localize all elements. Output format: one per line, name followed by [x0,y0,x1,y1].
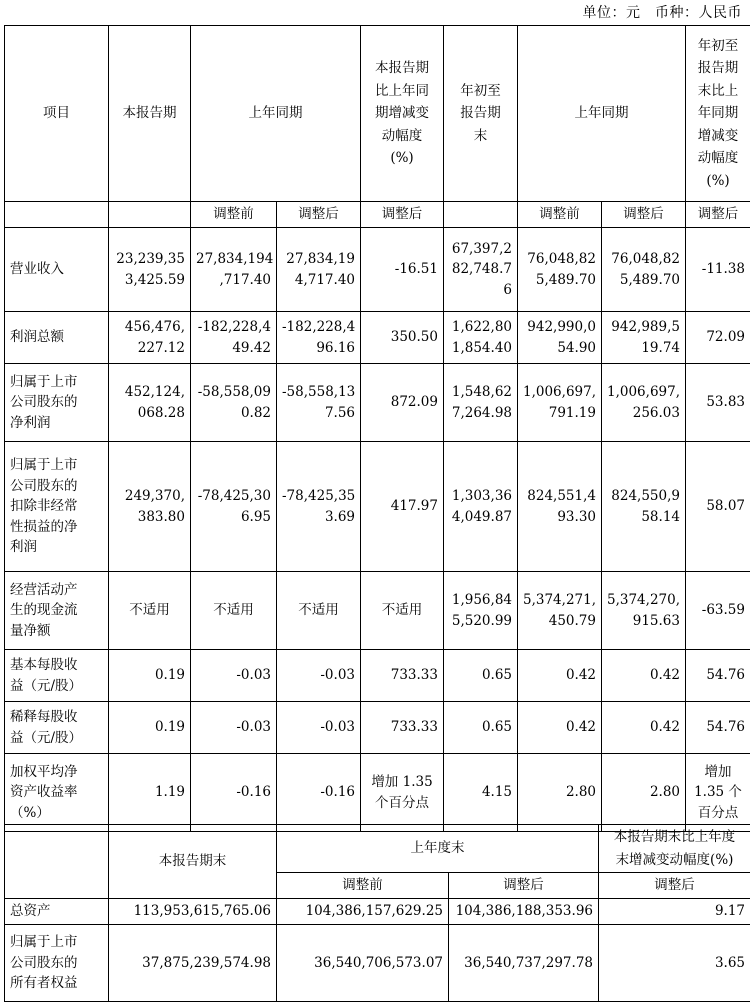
cell-text-line: 0.19 [154,667,185,684]
cell-text-line: 性损益的净 [10,518,78,535]
table-row [5,702,750,754]
cell-text-line: 54.76 [706,719,745,736]
cell-text-line: 1,854.40 [451,339,512,356]
header-after-adjustment: 调整后 [686,202,750,228]
table-row [5,364,750,442]
cell-change-ytd [686,442,750,572]
cell-text-line: 总资产 [10,903,51,920]
cell-text-line: 年初至 [460,82,501,99]
cell-text-line: 2.80 [649,784,680,801]
cell-change-current [361,650,444,702]
cell-change-current [361,702,444,754]
cell-text-line: -58,558,09 [197,384,271,400]
cell-text-line: 7,264.98 [451,404,512,421]
cell-text-line: 不适用 [129,602,170,619]
cell-change-ytd [686,754,750,832]
cell-text-line: 1.35 个 [694,784,742,801]
cell-text-line: 动幅度 [381,127,423,144]
cell-prior-year-before-adjustment: 36,540,706,573.07 [277,925,449,1002]
cell-text-line: 年初至 [697,37,739,54]
cell-text-line: 5,374,270, [607,592,680,608]
cell-text-line: 27,834,194 [196,251,274,267]
cell-text-line: 稀释每股收 [10,709,78,725]
cell-text-line: 不适用 [213,602,254,619]
table-row [5,754,750,832]
cell-text-line: 0.82 [240,404,271,421]
cell-text-line: 452,124, [124,384,185,400]
cell-text-line: 利润总额 [10,329,64,346]
cell-prior-ytd-after-adjustment [602,442,686,572]
cell-text-line: 5,489.70 [619,271,680,288]
table-row [5,899,750,925]
cell-text-line: 年同期 [697,105,739,122]
cell-ytd [444,228,518,312]
cell-text-line: 所有者权益 [10,975,78,992]
cell-text-line: 0.42 [649,719,680,736]
cell-text-line: 54.76 [706,667,745,684]
cell-text-line: 不适用 [381,602,423,619]
cell-change-current [361,228,444,312]
cell-text-line: -0.03 [236,667,271,684]
cell-text-line: 53.83 [706,394,745,411]
cell-text-line: 249,370, [124,488,185,504]
cell-change-ytd [686,228,750,312]
cell-ytd [444,702,518,754]
cell-prior-year-before-adjustment: 104,386,157,629.25 [277,899,449,925]
cell-text-line: 期增减变 [375,105,429,122]
cell-text-line: （%） [10,804,50,821]
cell-text-line: 公司股东的 [10,954,78,971]
header-before-adjustment: 调整前 [518,202,602,228]
cell-text-line: -58,558,13 [282,384,356,400]
cell-change-ytd [686,312,750,364]
cell-text-line: 2.80 [565,784,596,801]
cell-text-line: 383.80 [137,508,185,525]
cell-text-line: -0.03 [236,719,271,736]
cell-text-line: 942,989,5 [611,319,680,335]
cell-text-line: 456,476, [124,319,185,335]
cell-text-line: 净利润 [10,414,51,431]
cell-text-line: 19.74 [641,339,680,356]
cell-current-period [109,312,191,364]
cell-text-line: 扣除非经常 [10,498,78,515]
header-after-adjustment: 调整后 [361,202,444,228]
cell-text-line: 归属于上市 [10,934,78,951]
cell-text-line: 不适用 [298,602,339,619]
cell-ytd [444,312,518,364]
cell-prior-ytd-after-adjustment [602,754,686,832]
cell-prior-after-adjustment [277,312,361,364]
cell-text-line: 1,006,697, [523,384,596,400]
header-before-adjustment: 调整前 [277,873,449,899]
cell-text-line: 1.19 [154,784,185,801]
cell-prior-ytd-after-adjustment [602,572,686,650]
header-spacer [109,202,191,228]
table-row [5,312,750,364]
unit-currency-line: 单位：元 币种：人民币 [582,5,742,21]
cell-text-line: 733.33 [390,667,438,684]
cell-prior-ytd-before-adjustment [518,754,602,832]
header-prior-ytd: 上年同期 [518,26,686,202]
header-spacer [5,825,109,899]
cell-prior-after-adjustment [277,702,361,754]
header-item: 项目 [5,26,109,202]
cell-prior-before-adjustment [191,228,277,312]
cell-prior-ytd-after-adjustment [602,650,686,702]
cell-prior-before-adjustment [191,442,277,572]
cell-period-end: 113,953,615,765.06 [109,899,277,925]
header-change-ytd [686,26,750,202]
table-row [5,572,750,650]
cell-prior-after-adjustment [277,228,361,312]
cell-text-line: 227.12 [137,339,185,356]
cell-ytd [444,572,518,650]
row-label [5,925,109,1002]
cell-change-ytd [686,364,750,442]
cell-text-line: 0.42 [565,719,596,736]
cell-text-line: -0.16 [320,784,355,801]
cell-current-period [109,702,191,754]
cell-text-line: 4.15 [481,784,512,801]
header-after-adjustment: 调整后 [602,202,686,228]
header-after-adjustment: 调整后 [277,202,361,228]
cell-text-line: 末 [473,127,488,144]
cell-text-line: 82,748.7 [451,261,512,278]
cell-text-line: 942,990,0 [527,319,596,335]
row-label [5,442,109,572]
cell-prior-after-adjustment [277,364,361,442]
cell-text-line: 公司股东的 [10,394,78,411]
cell-text-line: 益（元/股） [10,729,83,746]
cell-text-line: 生的现金流 [10,602,78,619]
cell-text-line: 经营活动产 [10,581,78,598]
cell-text-line: -0.03 [320,667,355,684]
cell-text-line: 67,397,2 [451,240,512,257]
cell-prior-ytd-after-adjustment [602,228,686,312]
cell-prior-ytd-before-adjustment [518,572,602,650]
cell-ytd [444,754,518,832]
cell-change-current [361,754,444,832]
cell-change-current [361,442,444,572]
cell-text-line: 增加 [704,763,732,780]
row-label [5,702,109,754]
cell-text-line: 915.63 [632,612,680,629]
cell-prior-before-adjustment [191,754,277,832]
cell-prior-before-adjustment [191,572,277,650]
cell-prior-before-adjustment [191,312,277,364]
cell-text-line: 末增减变动幅度(%) [615,851,734,868]
cell-current-period [109,228,191,312]
cell-text-line: 72.09 [706,329,745,346]
financial-data-table [4,25,750,832]
cell-text-line: 加权平均净 [10,763,78,780]
cell-text-line: 0.65 [481,667,512,684]
cell-text-line: 0.42 [649,667,680,684]
cell-prior-ytd-before-adjustment [518,702,602,754]
cell-text-line: 350.50 [390,329,438,346]
cell-current-period [109,364,191,442]
cell-text-line: 068.28 [137,404,185,421]
cell-prior-ytd-before-adjustment [518,228,602,312]
cell-ytd [444,650,518,702]
cell-text-line: 个百分点 [375,794,429,811]
cell-ytd [444,442,518,572]
cell-text-line: 4,049.87 [451,508,512,525]
cell-text-line: 资产收益率 [10,784,78,801]
header-spacer [444,202,518,228]
cell-prior-ytd-after-adjustment [602,312,686,364]
header-spacer [5,202,109,228]
header-change-year-end [599,825,750,873]
cell-current-period [109,754,191,832]
cell-change-current [361,312,444,364]
cell-prior-ytd-before-adjustment [518,442,602,572]
row-label [5,364,109,442]
cell-text-line: 6 [503,281,512,298]
cell-prior-ytd-before-adjustment [518,650,602,702]
cell-text-line: 733.33 [390,719,438,736]
cell-text-line: 本报告期末比上年度 [613,829,736,845]
cell-text-line: 7.56 [324,404,355,421]
cell-text-line: 0.65 [481,719,512,736]
cell-text-line: 6.95 [240,508,271,525]
cell-text-line: (%) [706,172,730,189]
cell-prior-ytd-after-adjustment [602,702,686,754]
cell-current-period [109,442,191,572]
header-before-adjustment: 调整前 [191,202,277,228]
cell-current-period [109,650,191,702]
cell-change-current [361,572,444,650]
cell-text-line: -78,425,35 [282,488,356,504]
cell-prior-after-adjustment [277,754,361,832]
header-prior-year-end: 上年度末 [277,825,599,873]
cell-text-line: (%) [390,150,414,167]
cell-prior-before-adjustment [191,650,277,702]
cell-text-line: 824,551,4 [527,488,596,504]
cell-text-line: 93.30 [557,508,596,525]
header-after-adjustment: 调整后 [599,873,750,899]
cell-text-line: -182,228,4 [197,319,271,335]
cell-text-line: 动幅度 [697,150,739,167]
cell-prior-after-adjustment [277,572,361,650]
cell-text-line: 增加 1.35 [371,774,433,790]
cell-text-line: -16.51 [394,261,438,278]
cell-change-year-end: 9.17 [599,899,750,925]
cell-text-line: 0.42 [565,667,596,684]
cell-text-line: 1,006,697, [607,384,680,400]
cell-change-ytd [686,650,750,702]
cell-text-line: 5,489.70 [535,271,596,288]
table-row [5,925,750,1002]
cell-text-line: 1,622,80 [451,319,512,335]
cell-text-line: 5,520.99 [451,612,512,629]
cell-text-line: 872.09 [390,394,438,411]
cell-text-line: 417.97 [390,498,438,515]
cell-text-line: 791.19 [548,404,596,421]
cell-prior-before-adjustment [191,364,277,442]
cell-text-line: 824,550,9 [611,488,680,504]
header-prior-period: 上年同期 [191,26,361,202]
cell-change-current [361,364,444,442]
cell-prior-year-after-adjustment: 104,386,188,353.96 [449,899,599,925]
cell-text-line: 58.07 [706,498,745,515]
cell-text-line: ,717.40 [219,271,271,288]
row-label [5,312,109,364]
cell-text-line: 归属于上市 [10,373,78,390]
cell-text-line: 1,303,36 [451,488,512,504]
cell-text-line: 54.90 [557,339,596,356]
cell-text-line: 报告期 [697,60,739,77]
cell-text-line: 256.03 [632,404,680,421]
cell-text-line: 1,956,84 [451,592,512,608]
cell-text-line: -182,228,4 [282,319,356,335]
cell-prior-ytd-before-adjustment [518,364,602,442]
cell-prior-before-adjustment [191,702,277,754]
cell-text-line: -0.16 [236,784,271,801]
row-label [5,899,109,925]
table-row [5,442,750,572]
cell-current-period [109,572,191,650]
cell-prior-after-adjustment [277,650,361,702]
cell-text-line: 450.79 [548,612,596,629]
cell-text-line: -63.59 [701,602,745,619]
cell-text-line: 27,834,19 [286,251,355,267]
cell-text-line: 归属于上市 [10,457,78,474]
cell-text-line: 0.19 [154,719,185,736]
cell-text-line: 76,048,82 [611,251,680,267]
cell-text-line: 5,374,271, [523,592,596,608]
cell-text-line: -11.38 [701,261,745,278]
cell-text-line: 百分点 [697,804,739,821]
cell-text-line: 营业收入 [10,261,64,278]
cell-text-line: 末比上 [697,82,739,99]
row-label [5,228,109,312]
cell-text-line: -0.03 [320,719,355,736]
cell-text-line: 本报告期 [375,60,429,77]
cell-text-line: 比上年同 [375,82,429,99]
row-label [5,754,109,832]
cell-ytd [444,364,518,442]
cell-text-line: 1,548,62 [451,384,512,400]
cell-text-line: 益（元/股） [10,677,83,694]
table-row [5,228,750,312]
cell-text-line: 基本每股收 [10,657,78,673]
cell-text-line: 3.69 [324,508,355,525]
cell-text-line: 利润 [10,539,37,556]
cell-text-line: 49.42 [232,339,271,356]
cell-prior-after-adjustment [277,442,361,572]
cell-text-line: 公司股东的 [10,477,78,494]
header-period-end: 本报告期末 [109,825,277,899]
header-change-current [361,26,444,202]
header-after-adjustment: 调整后 [449,873,599,899]
cell-text-line: 76,048,82 [527,251,596,267]
cell-text-line: 3,425.59 [124,271,185,288]
cell-text-line: 58.14 [641,508,680,525]
cell-period-end: 37,875,239,574.98 [109,925,277,1002]
cell-text-line: 96.16 [316,339,355,356]
cell-change-year-end: 3.65 [599,925,750,1002]
cell-text-line: 23,239,35 [116,251,185,267]
cell-prior-ytd-before-adjustment [518,312,602,364]
cell-text-line: 4,717.40 [294,271,355,288]
balance-data-table [4,824,750,1002]
cell-change-ytd [686,702,750,754]
cell-text-line: 报告期 [460,105,501,122]
cell-change-ytd [686,572,750,650]
cell-text-line: 量净额 [10,622,51,639]
row-label [5,650,109,702]
table-row [5,650,750,702]
cell-prior-ytd-after-adjustment [602,364,686,442]
cell-text-line: 增减变 [697,127,739,144]
header-current-period: 本报告期 [109,26,191,202]
cell-prior-year-after-adjustment: 36,540,737,297.78 [449,925,599,1002]
header-ytd [444,26,518,202]
cell-text-line: -78,425,30 [197,488,271,504]
row-label [5,572,109,650]
